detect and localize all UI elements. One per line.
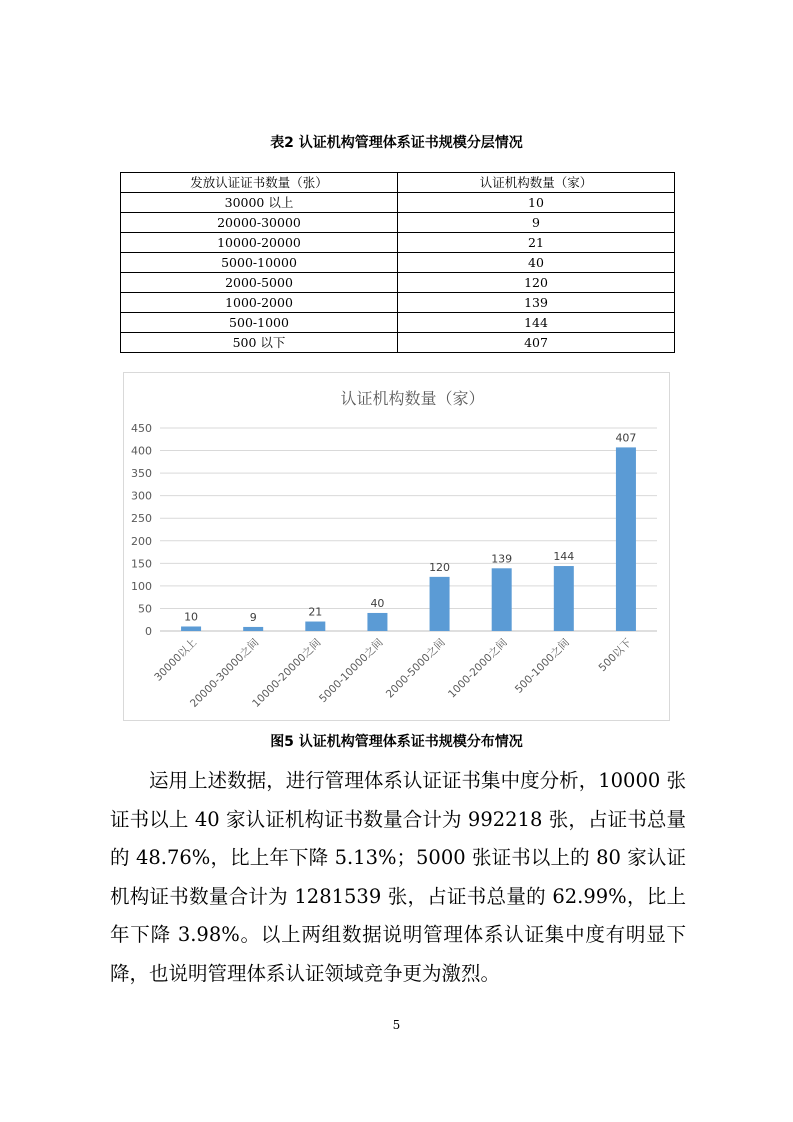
y-tick-label: 200 xyxy=(131,534,152,548)
table-row xyxy=(121,273,675,293)
table-row xyxy=(121,333,675,353)
bar xyxy=(492,568,512,631)
figure-caption: 图5 认证机构管理体系证书规模分布情况 xyxy=(270,734,523,750)
table-cell: 120 xyxy=(398,273,675,293)
table-cell: 500-1000 xyxy=(121,313,398,333)
x-tick-label: 500以下 xyxy=(596,636,635,675)
page-number: 5 xyxy=(392,1018,401,1032)
y-tick-label: 100 xyxy=(131,579,152,593)
bar xyxy=(305,622,325,631)
table-cell: 10000-20000 xyxy=(121,233,398,253)
chart-title: 认证机构数量（家） xyxy=(340,389,485,408)
table-header-row xyxy=(121,173,675,193)
data-label: 9 xyxy=(249,610,257,624)
table-cell: 5000-10000 xyxy=(121,253,398,273)
bar xyxy=(367,613,387,631)
body-paragraph: 运用上述数据，进行管理体系认证证书集中度分析，10000 张证书以上 40 家认证机构证书数量合计为 992218 张，占证书总量的 48.76%，比上年下降 5.13%；5000 张证书以上的 80 家认证机构证书数量合计为 1281539 张，占证书总量的 62.99%，比上年下降 3.98%。以上两组数据说明管理体系认证集中度有明显下降，也说明管理体系认证领域竞争更为激烈。 xyxy=(110,769,686,985)
y-tick-label: 400 xyxy=(131,444,152,458)
data-label: 10 xyxy=(184,610,199,624)
data-label: 40 xyxy=(370,596,385,610)
data-label: 120 xyxy=(429,560,451,574)
y-tick-label: 450 xyxy=(131,422,152,435)
table-row xyxy=(121,293,675,313)
table-cell: 20000-30000 xyxy=(121,213,398,233)
table-cell: 144 xyxy=(398,313,675,333)
table-row xyxy=(121,233,675,253)
table-cell: 21 xyxy=(398,233,675,253)
y-tick-label: 350 xyxy=(131,467,152,481)
table-cell: 40 xyxy=(398,253,675,273)
y-tick-label: 300 xyxy=(131,489,152,503)
bar xyxy=(554,566,574,631)
table-cell: 2000-5000 xyxy=(121,273,398,293)
data-label: 407 xyxy=(615,431,637,445)
chart-canvas xyxy=(124,373,671,722)
x-tick-label: 1000-2000之间 xyxy=(446,636,510,701)
y-tick-label: 0 xyxy=(145,625,152,638)
bar xyxy=(243,627,263,631)
table-header-cell: 认证机构数量（家） xyxy=(398,173,675,193)
table-cell: 407 xyxy=(398,333,675,353)
table-cell: 10 xyxy=(398,193,675,213)
table-cell: 1000-2000 xyxy=(121,293,398,313)
table-cell: 9 xyxy=(398,213,675,233)
y-tick-label: 250 xyxy=(131,512,152,526)
y-tick-label: 150 xyxy=(131,557,152,571)
bar xyxy=(430,577,450,631)
x-tick-label: 30000以上 xyxy=(152,636,200,684)
table-cell: 500 以下 xyxy=(121,333,398,353)
x-tick-label: 5000-10000之间 xyxy=(317,636,386,706)
data-label: 139 xyxy=(491,552,513,566)
bar-chart xyxy=(123,372,670,721)
table-header-cell: 发放认证证书数量（张） xyxy=(121,173,398,193)
data-label: 21 xyxy=(308,605,323,619)
table-cell: 30000 以上 xyxy=(121,193,398,213)
bar xyxy=(616,447,636,631)
table-title: 表2 认证机构管理体系证书规模分层情况 xyxy=(270,135,523,151)
table-row xyxy=(121,253,675,273)
x-tick-label: 500-1000之间 xyxy=(512,636,572,696)
bar xyxy=(181,626,201,631)
certificate-scale-table xyxy=(120,172,675,353)
x-tick-label: 10000-20000之间 xyxy=(250,636,324,710)
table-cell: 139 xyxy=(398,293,675,313)
table-row xyxy=(121,313,675,333)
x-tick-label: 2000-5000之间 xyxy=(383,636,448,701)
y-tick-label: 50 xyxy=(138,602,152,616)
table-row xyxy=(121,213,675,233)
data-label: 144 xyxy=(553,550,575,564)
x-tick-label: 20000-30000之间 xyxy=(188,636,262,710)
table-row xyxy=(121,193,675,213)
